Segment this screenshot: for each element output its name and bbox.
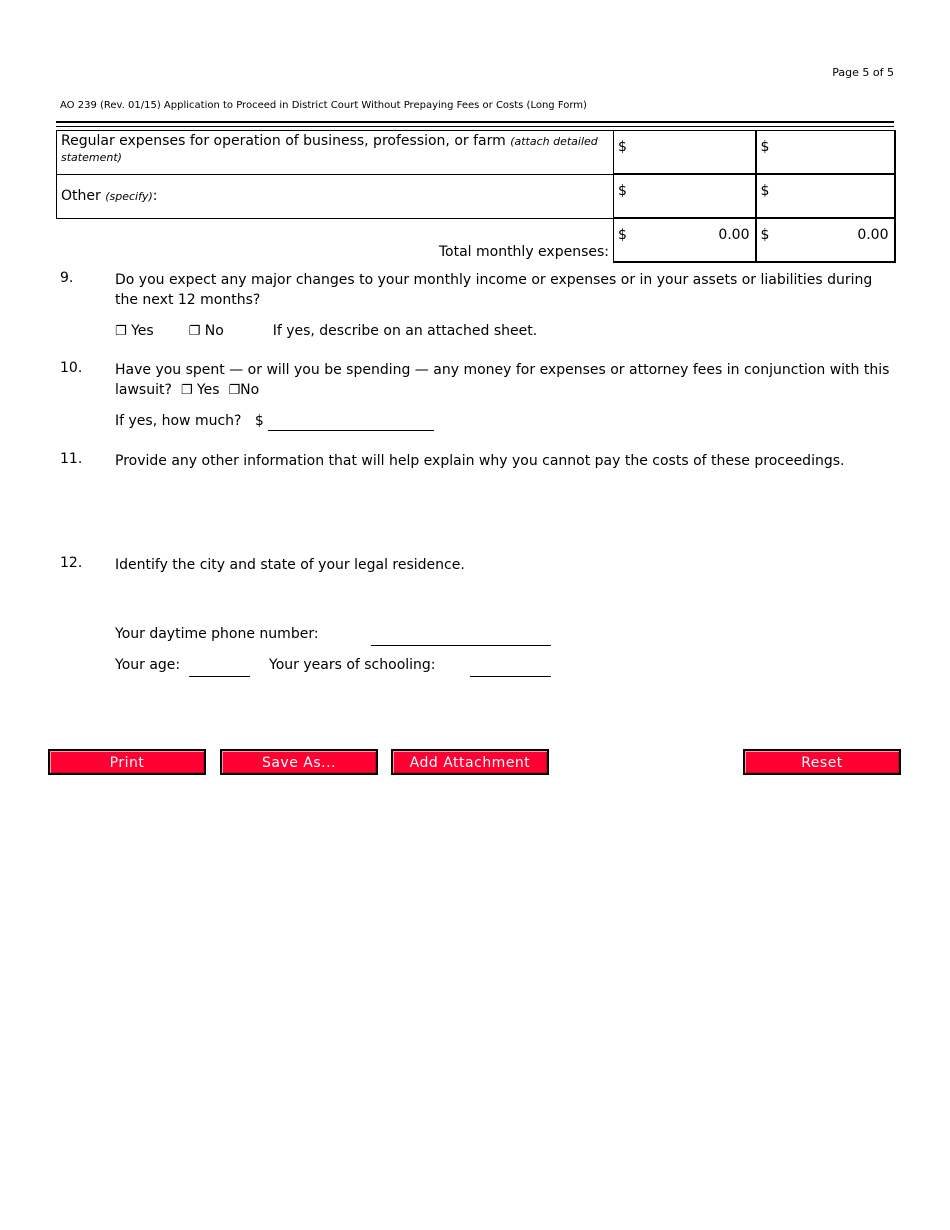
expense-label: Other (61, 188, 101, 204)
page-number: Page 5 of 5 (832, 66, 894, 79)
age-label: Your age: (115, 657, 181, 673)
total-label: Total monthly expenses: (438, 244, 609, 260)
expense-note: (attach detailed statement) (61, 135, 598, 164)
q10-amount-field[interactable] (268, 412, 434, 431)
currency-symbol: $ (760, 183, 770, 199)
q12-answer-field[interactable] (115, 578, 890, 618)
checkbox-icon: ❐ (115, 324, 127, 339)
q10-no-label: No (240, 382, 260, 398)
question-10-text: Have you spent — or will you be spending — any money for expenses or attorney fees in conjunction with this lawsuit? (115, 362, 890, 398)
q10-how-much-label: If yes, how much? (115, 413, 242, 429)
q10-amount-row (115, 411, 890, 431)
add-attachment-button[interactable]: Add Attachment (391, 749, 549, 775)
total-you-value: 0.00 (718, 227, 750, 243)
currency-symbol: $ (760, 227, 770, 243)
currency-symbol: $ (254, 413, 264, 429)
spouse-amount-field[interactable] (756, 174, 895, 218)
expenses-table (56, 130, 896, 263)
question-12-text: Identify the city and state of your legal residence. (115, 557, 465, 573)
currency-symbol: $ (760, 139, 770, 155)
reset-button[interactable]: Reset (743, 749, 901, 775)
table-row (57, 218, 895, 262)
form-identifier: AO 239 (Rev. 01/15) Application to Proceed in District Court Without Prepaying Fees or Costs (Long Form) (60, 100, 587, 111)
question-10-number: 10. (60, 360, 83, 376)
q11-answer-field[interactable] (115, 475, 890, 545)
q9-followup: If yes, describe on an attached sheet. (272, 323, 538, 339)
you-amount-field[interactable] (614, 174, 756, 218)
you-amount-field[interactable] (614, 131, 756, 175)
expense-label: Regular expenses for operation of business, profession, or farm (61, 133, 506, 149)
checkbox-icon: ❐ (228, 383, 241, 398)
question-11-number: 11. (60, 451, 83, 467)
q9-yes-label: Yes (131, 323, 154, 339)
expense-suffix: : (152, 188, 158, 204)
question-10-block (115, 360, 890, 401)
q10-no-checkbox[interactable] (228, 382, 259, 398)
q10-yes-label: Yes (196, 382, 220, 398)
phone-field[interactable] (371, 627, 551, 646)
currency-symbol: $ (618, 139, 627, 155)
q9-no-label: No (204, 323, 224, 339)
total-spouse-value: 0.00 (857, 227, 889, 243)
table-row (57, 131, 895, 175)
q9-no-checkbox[interactable] (189, 323, 224, 339)
save-as-button[interactable]: Save As... (220, 749, 378, 775)
header-rule (56, 121, 894, 123)
schooling-field[interactable] (470, 658, 551, 677)
question-9-text: Do you expect any major changes to your monthly income or expenses or in your assets or liabilities during the next 12 months? (115, 272, 873, 308)
age-field[interactable] (189, 658, 250, 677)
spouse-amount-field[interactable] (756, 131, 895, 175)
expense-description (57, 131, 614, 175)
table-row (57, 174, 895, 218)
phone-label: Your daytime phone number: (115, 626, 319, 642)
question-9-number: 9. (60, 270, 74, 286)
q10-yes-checkbox[interactable] (181, 382, 220, 398)
currency-symbol: $ (618, 227, 627, 243)
question-12-number: 12. (60, 555, 83, 571)
total-you-field (614, 218, 756, 262)
question-9-options (115, 321, 890, 342)
expense-note: (specify) (105, 190, 153, 203)
question-11-text: Provide any other information that will help explain why you cannot pay the costs of these proceedings. (115, 453, 845, 469)
schooling-label: Your years of schooling: (269, 657, 436, 673)
checkbox-icon: ❐ (188, 324, 201, 339)
q9-yes-checkbox[interactable] (115, 323, 154, 339)
checkbox-icon: ❐ (180, 383, 193, 398)
total-spouse-field (756, 218, 895, 262)
currency-symbol: $ (618, 183, 627, 199)
print-button[interactable]: Print (48, 749, 206, 775)
header-rule-thin (56, 126, 894, 127)
expense-description[interactable] (57, 174, 614, 218)
